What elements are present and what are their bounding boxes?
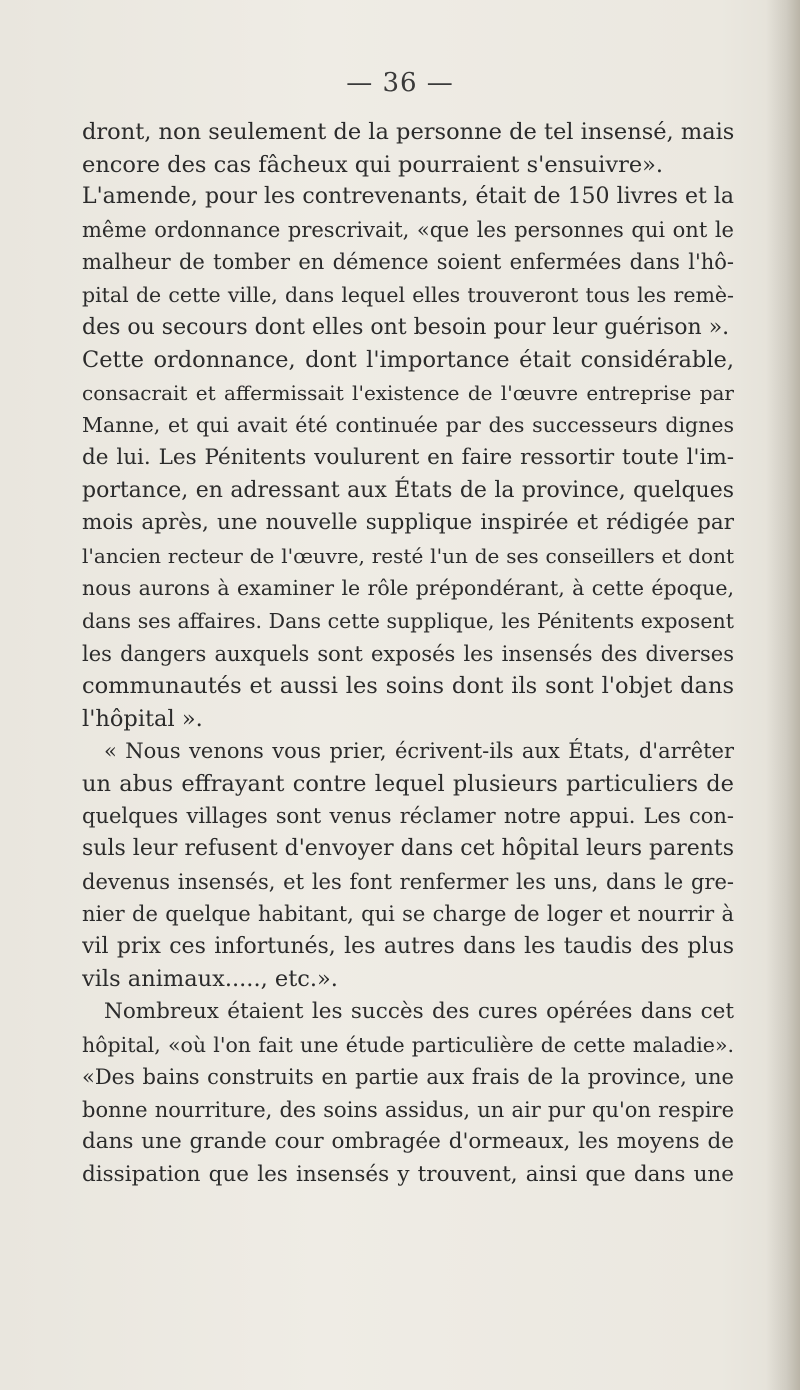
- text-line: les dangers auxquels sont exposés les insensés des diverses: [82, 641, 734, 666]
- text-line: malheur de tomber en démence soient enfermées dans l'hô-: [82, 250, 734, 275]
- text-line: communautés et aussi les soins dont ils sont l'objet dans: [82, 673, 734, 700]
- text-line: pital de cette ville, dans lequel elles trouveront tous les remè-: [82, 282, 734, 307]
- text-line: devenus insensés, et les font renfermer les uns, dans le gre-: [82, 869, 734, 894]
- text-line: encore des cas fâcheux qui pourraient s'ensuivre».: [82, 151, 664, 178]
- text-line: quelques villages sont venus réclamer notre appui. Les con-: [82, 804, 734, 829]
- page-edge-shadow: [766, 0, 800, 1390]
- text-line: consacrait et affermissait l'existence de l'œuvre entreprise par: [82, 380, 734, 405]
- text-line: dissipation que les insensés y trouvent, ainsi que dans une: [82, 1162, 734, 1187]
- text-line: dans ses affaires. Dans cette supplique, les Pénitents exposent: [82, 608, 734, 633]
- text-line: mois après, une nouvelle supplique inspirée et rédigée par: [82, 510, 734, 536]
- text-line: dans une grande cour ombragée d'ormeaux, les moyens de: [82, 1129, 734, 1155]
- text-line: vil prix ces infortunés, les autres dans les taudis des plus: [82, 933, 734, 959]
- text-line: nous aurons à examiner le rôle prépondérant, à cette époque,: [82, 576, 734, 601]
- text-line: un abus effrayant contre lequel plusieurs particuliers de: [82, 770, 734, 797]
- text-line: «Des bains construits en partie aux frais de la province, une: [82, 1065, 734, 1090]
- text-line: suls leur refusent d'envoyer dans cet hôpital leurs parents: [82, 836, 734, 862]
- page-number: — 36 —: [346, 68, 454, 98]
- text-line: de lui. Les Pénitents voulurent en faire ressortir toute l'im-: [82, 444, 734, 470]
- text-line: dront, non seulement de la personne de tel insensé, mais: [82, 119, 734, 145]
- text-line: L'amende, pour les contrevenants, était de 150 livres et la: [82, 184, 734, 210]
- text-line: Nombreux étaient les succès des cures opérées dans cet: [104, 999, 734, 1025]
- body-text: [82, 116, 734, 1192]
- text-line: portance, en adressant aux États de la province, quelques: [82, 477, 734, 503]
- text-line: bonne nourriture, des soins assidus, un air pur qu'on respire: [82, 1097, 734, 1122]
- text-line: l'ancien recteur de l'œuvre, resté l'un de ses conseillers et dont: [82, 543, 734, 568]
- text-line: Cette ordonnance, dont l'importance était considérable,: [82, 347, 734, 374]
- text-line: l'hôpital ».: [82, 705, 203, 732]
- text-line: même ordonnance prescrivait, «que les personnes qui ont le: [82, 217, 734, 242]
- text-line: « Nous venons vous prier, écrivent-ils aux États, d'arrêter: [104, 739, 734, 764]
- text-line: hôpital, «où l'on fait une étude particulière de cette maladie».: [82, 1032, 734, 1057]
- text-line: nier de quelque habitant, qui se charge de loger et nourrir à: [82, 902, 734, 927]
- text-line: des ou secours dont elles ont besoin pour leur guérison ».: [82, 314, 730, 340]
- text-line: Manne, et qui avait été continuée par des successeurs dignes: [82, 413, 734, 438]
- text-line: vils animaux....., etc.».: [82, 966, 338, 993]
